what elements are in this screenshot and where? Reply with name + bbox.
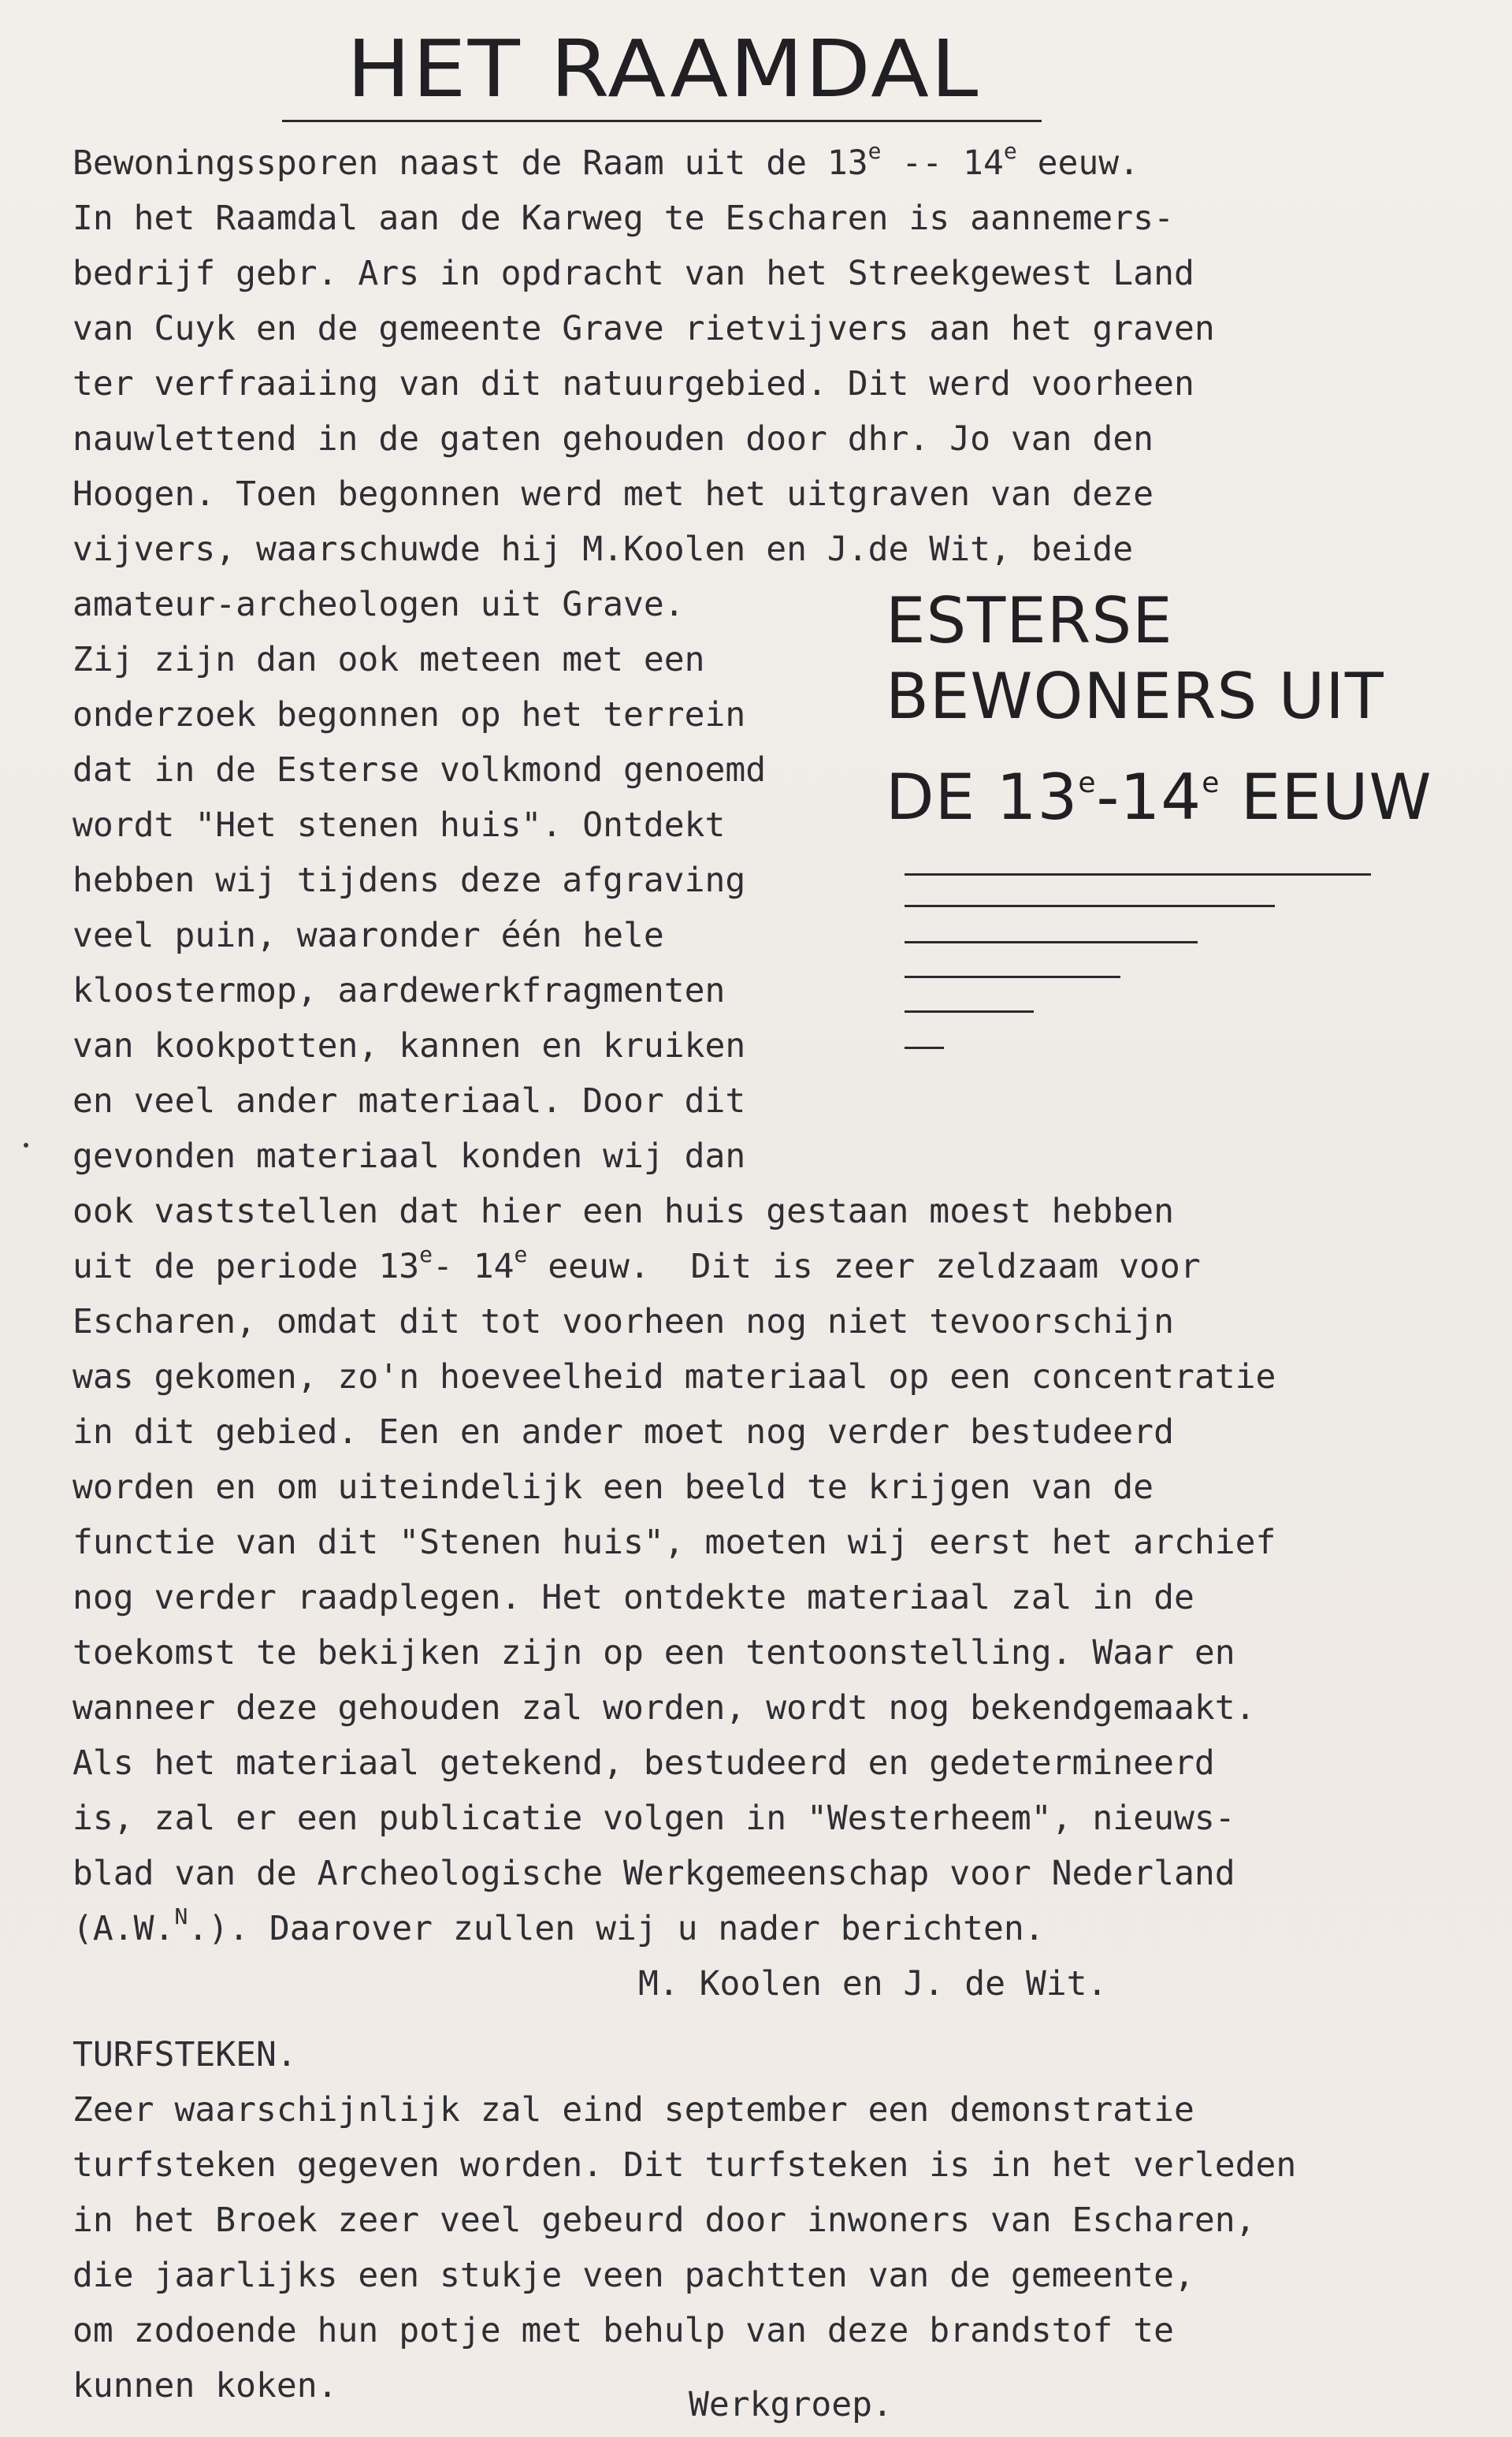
body-line: turfsteken gegeven worden. Dit turfsteken is in het verleden [72,2145,1297,2185]
body-line: in het Broek zeer veel gebeurd door inwoners van Escharen, [72,2201,1256,2240]
body-line: is, zal er een publicatie volgen in "Westerheem", nieuws- [72,1799,1235,1838]
intro-sup-1: e [867,138,882,164]
body-line: van kookpotten, kannen en kruiken [72,1026,746,1066]
period-line [72,1241,1201,1286]
body-line: Zeer waarschijnlijk zal eind september een demonstratie [72,2090,1194,2130]
period-text-2: - 14 [432,1247,515,1286]
headline-text-1: DE 13 [886,761,1079,834]
period-sup-1: e [419,1241,433,1267]
body-line: ter verfraaiing van dit natuurgebied. Dit werd voorheen [72,364,1194,404]
body-line: Hoogen. Toen begonnen werd met het uitgraven van deze [72,474,1154,514]
intro-text-1: Bewoningssporen naast de Raam uit de 13 [72,143,868,183]
body-line: om zodoende hun potje met behulp van deze brandstof te [72,2311,1174,2350]
headline-line-2: BEWONERS UIT [886,660,1384,733]
title-underline [282,120,1042,122]
body-line: kunnen koken. [72,2366,338,2405]
body-line: In het Raamdal aan de Karweg te Escharen is aannemers- [72,199,1174,238]
body-line: hebben wij tijdens deze afgraving [72,861,746,900]
intro-text-3: eeuw. [1016,143,1140,183]
body-line: toekomst te bekijken zijn op een tentoonstelling. Waar en [72,1633,1235,1672]
period-sup-2: e [514,1241,528,1267]
body-line: blad van de Archeologische Werkgemeenschap voor Nederland [72,1854,1235,1893]
body-line: bedrijf gebr. Ars in opdracht van het Streekgewest Land [72,254,1194,293]
body-line: Als het materiaal getekend, bestudeerd en gedetermineerd [72,1743,1215,1783]
period-text-1: uit de periode 13 [72,1247,420,1286]
body-line: Zij zijn dan ook meteen met een [72,640,705,679]
intro-text-2: -- 14 [881,143,1004,183]
headline-text-3: EEUW [1220,761,1432,834]
body-line: ook vaststellen dat hier een huis gestaan moest hebben [72,1192,1174,1231]
article-intro-line [72,138,1140,183]
decorative-rule [905,941,1198,943]
awn-line [72,1903,1045,1948]
headline-sup-2: e [1202,767,1220,799]
body-line: was gekomen, zo'n hoeveelheid materiaal op een concentratie [72,1357,1276,1397]
body-line: van Cuyk en de gemeente Grave rietvijvers aan het graven [72,309,1215,348]
body-line: onderzoek begonnen op het terrein [72,695,746,735]
body-line: amateur-archeologen uit Grave. [72,585,685,624]
headline-sup-1: e [1078,767,1097,799]
body-line: en veel ander materiaal. Door dit [72,1081,746,1121]
headline-text-2: -14 [1096,761,1202,834]
awn-text-2: .). Daarover zullen wij u nader berichten. [188,1909,1045,1948]
decorative-rule [905,1010,1034,1013]
decorative-rule [905,905,1275,907]
body-line: vijvers, waarschuwde hij M.Koolen en J.de Wit, beide [72,530,1134,569]
intro-sup-2: e [1003,138,1017,164]
decorative-rule [905,873,1371,876]
awn-text-1: (A.W. [72,1909,175,1948]
body-line: dat in de Esterse volkmond genoemd [72,750,767,790]
body-line: nog verder raadplegen. Het ontdekte materiaal zal in de [72,1578,1194,1617]
section-heading: TURFSTEKEN. [72,2035,297,2074]
headline-line-1: ESTERSE [886,584,1173,657]
article-signature: M. Koolen en J. de Wit. [638,1964,1108,2004]
awn-sup: N [174,1903,188,1929]
body-line: worden en om uiteindelijk een beeld te krijgen van de [72,1468,1154,1507]
body-line: kloostermop, aardewerkfragmenten [72,971,726,1010]
body-line: functie van dit "Stenen huis", moeten wij eerst het archief [72,1523,1276,1562]
decorative-rule [905,976,1120,978]
body-line: nauwlettend in de gaten gehouden door dhr. Jo van den [72,419,1154,459]
body-line: die jaarlijks een stukje veen pachtten van de gemeente, [72,2256,1194,2295]
body-line: wordt "Het stenen huis". Ontdekt [72,806,726,845]
decorative-rule [905,1047,944,1049]
body-line: wanneer deze gehouden zal worden, wordt nog bekendgemaakt. [72,1688,1256,1728]
body-line: in dit gebied. Een en ander moet nog verder bestudeerd [72,1412,1174,1452]
page-title: HET RAAMDAL [347,23,980,115]
period-text-3: eeuw. Dit is zeer zeldzaam voor [527,1247,1201,1286]
section-signature: Werkgroep. [689,2385,893,2424]
body-line: veel puin, waaronder één hele [72,916,664,955]
body-line: gevonden materiaal konden wij dan [72,1137,746,1176]
headline-line-3 [886,761,1432,834]
body-line: Escharen, omdat dit tot voorheen nog niet tevoorschijn [72,1302,1174,1341]
margin-mark [24,1143,28,1148]
